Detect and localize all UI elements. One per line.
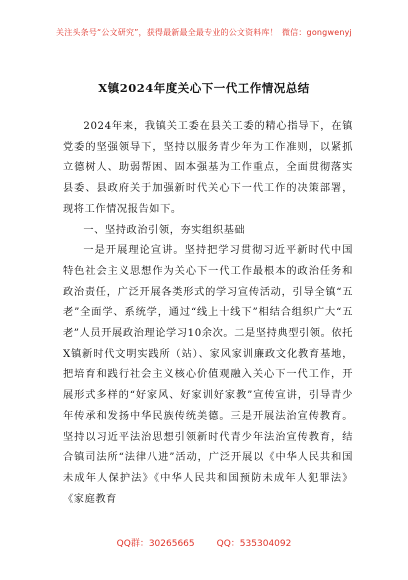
qq-group-text: QQ群：30265665 xyxy=(116,539,195,549)
section-heading: 一、坚持政治引领，夯实组织基础 xyxy=(83,224,246,236)
document-title: X镇2024年度关心下一代工作情况总结 xyxy=(98,81,310,95)
intro-paragraph: 2024年来，我镇关工委在县关工委的精心指导下，在镇党委的坚强领导下，坚持以服务青少年为工作准则，以紧抓立德树人、助弱帮困、固本强基为工作重点，全面贯彻落实县委、县政府关于加强新时代关心下一代工作的决策部署，现将工作情况报告如下。 xyxy=(63,121,353,215)
qq-number-text: QQ：535304092 xyxy=(216,539,292,549)
promo-banner-text: 关注头条号“公文研究”，获得最新最全最专业的公文资料库！ xyxy=(56,28,278,37)
qq-footer xyxy=(0,536,408,549)
promo-banner xyxy=(0,27,408,38)
document-body xyxy=(63,117,353,510)
section-paragraph: 一是开展理论宣讲。坚持把学习贯彻习近平新时代中国特色社会主义思想作为关心下一代工作最根本的政治任务和政治责任，广泛开展各类形式的学习宣传活动，引导全镇“五老”全面学、系统学，通过“线上十线下”相结合组织广大“五老”人员开展政治理论学习10余次。二是坚持典型引领。依托X镇新时代文明实践所（站）、家风家训廉政文化教育基地，把培育和践行社会主义核心价值观融入关心下一代工作，开展形式多样的“好家风、好家训好家教”宣传宣讲，引导青少年传承和发扬中华民族传统美德。三是开展法治宣传教育。坚持以习近平法治思想引领新时代青少年法治宣传教育，结合镇司法所“法律八进”活动，广泛开展以《中华人民共和国未成年人保护法》《中华人民共和国预防未成年人犯罪法》《家庭教育 xyxy=(63,245,353,505)
wechat-id-text: 微信：gongwenyj xyxy=(281,28,352,37)
